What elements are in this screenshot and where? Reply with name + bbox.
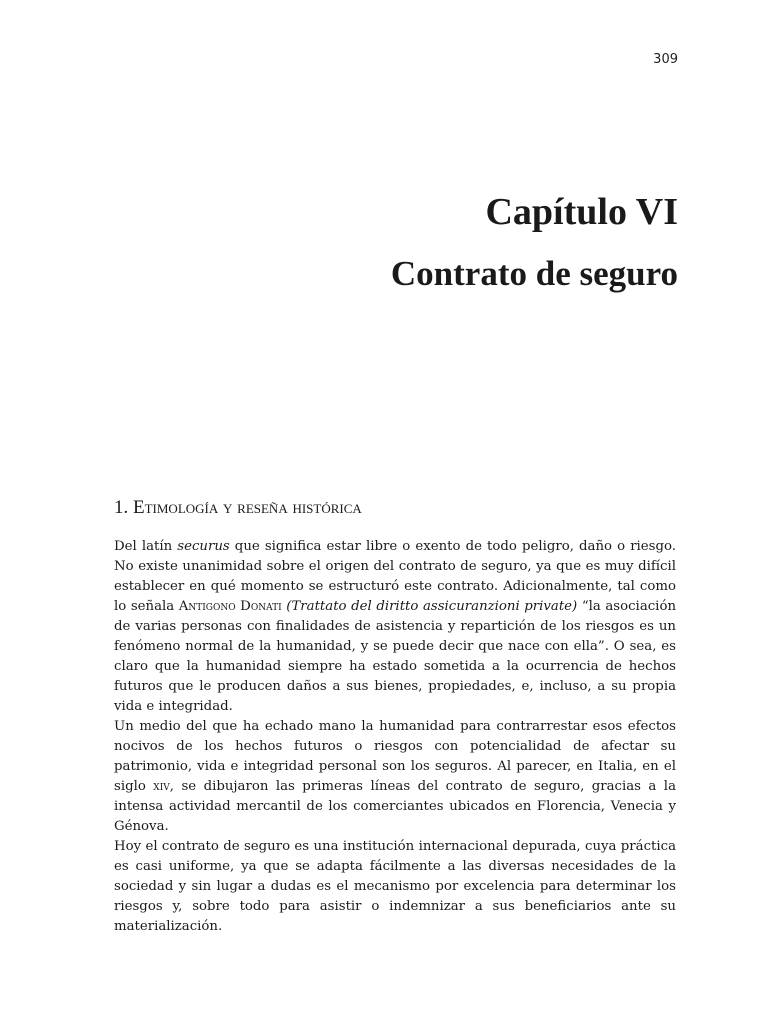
- paragraph-2: [114, 717, 676, 837]
- paragraph-1: [114, 537, 676, 717]
- century-numeral: xiv: [153, 779, 170, 794]
- section-title: Etimología y reseña histórica: [133, 497, 362, 518]
- paragraph-2-text-a: Un medio del que ha echado mano la humanidad para contrarrestar esos efectos nocivos de los hechos futuros o riesgos con potencialidad de afectar su patrimonio, vida e integridad personal son los seguros. Al parecer, en Italia, en el siglo: [114, 719, 676, 794]
- book-title: (Trattato del diritto assicuranzioni private): [286, 599, 578, 614]
- paragraph-2-text-b: , se dibujaron las primeras líneas del contrato de seguro, gracias a la intensa actividad mercantil de los comerciantes ubicados en Florencia, Venecia y Génova.: [114, 779, 676, 834]
- paragraph-1-text-a: Del latín: [114, 539, 178, 554]
- paragraph-3: [114, 837, 676, 937]
- latin-term: securus: [177, 539, 230, 554]
- paragraph-1-text-b: que significa estar libre o exento de todo peligro, daño o riesgo. No existe unanimidad sobre el origen del contrato de seguro, ya que es muy difícil establecer en qué momento se estructuró este contrato. Adicionalmente, tal como lo señala: [114, 539, 677, 614]
- page-number: 309: [653, 52, 678, 67]
- paragraph-1-text-c: “la asociación de varias personas con finalidades de asistencia y repartición de los riesgos es un fenómeno normal de la humanidad, y se puede decir que nace con ella”. O sea, es claro que la humanidad siempre ha estado sometida a la ocurrencia de hechos futuros que le producen daños a sus bienes, propiedades, e, incluso, a su propia vida e integridad.: [114, 599, 677, 714]
- body-text: [114, 537, 676, 937]
- paragraph-3-text: Hoy el contrato de seguro es una institución internacional depurada, cuya práctica es casi uniforme, ya que se adapta fácilmente a las diversas necesidades de la sociedad y sin lugar a dudas es el mecanismo por excelencia para determinar los riesgos y, sobre todo para asistir o indemnizar a sus beneficiarios ante su materialización.: [114, 839, 676, 934]
- author-name: Antigono Donati: [178, 599, 282, 614]
- section-heading: [114, 497, 362, 519]
- section-number: 1.: [114, 497, 129, 518]
- chapter-title: Capítulo VI: [485, 191, 678, 233]
- chapter-subtitle: Contrato de seguro: [390, 254, 678, 293]
